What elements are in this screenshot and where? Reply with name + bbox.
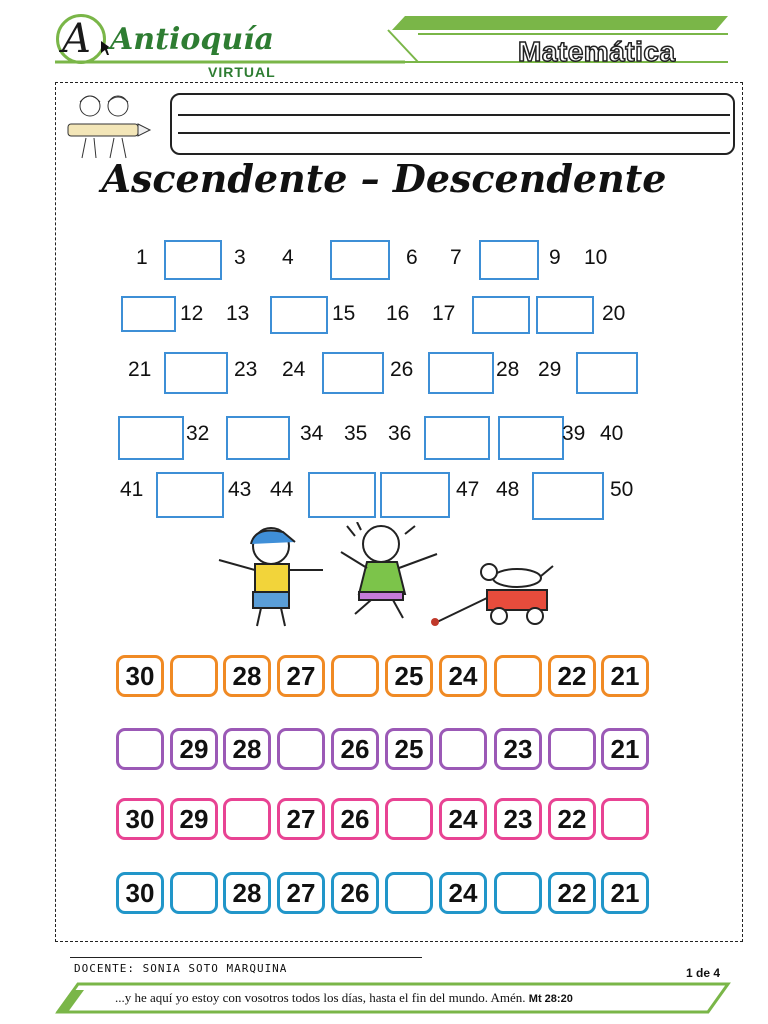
tile-number: 28 xyxy=(232,660,262,691)
tile-number: 30 xyxy=(125,660,155,691)
number-tile xyxy=(223,728,271,770)
answer-box[interactable] xyxy=(330,240,390,280)
given-number: 6 xyxy=(406,246,418,269)
given-number: 10 xyxy=(584,246,608,269)
answer-box[interactable] xyxy=(270,296,328,334)
given-number: 3 xyxy=(234,246,246,269)
tile-number: 26 xyxy=(340,733,370,764)
number-tile xyxy=(548,798,596,840)
number-tile xyxy=(548,655,596,697)
tile-number: 24 xyxy=(448,660,478,691)
answer-tile[interactable] xyxy=(385,872,433,914)
given-number: 1 xyxy=(136,246,148,269)
number-tile xyxy=(439,798,487,840)
number-tile xyxy=(548,872,596,914)
number-tile xyxy=(439,872,487,914)
given-number: 15 xyxy=(332,302,356,325)
answer-box[interactable] xyxy=(576,352,638,394)
number-tile xyxy=(331,728,379,770)
logo-letter: A xyxy=(62,16,91,62)
tile-number: 25 xyxy=(394,660,424,691)
answer-tile[interactable] xyxy=(385,798,433,840)
tile-number: 22 xyxy=(557,660,587,691)
given-number: 20 xyxy=(602,302,626,325)
number-tile xyxy=(385,655,433,697)
given-number: 50 xyxy=(610,478,634,501)
given-number: 47 xyxy=(456,478,480,501)
number-tile xyxy=(170,798,218,840)
number-tile xyxy=(116,872,164,914)
given-number: 16 xyxy=(386,302,410,325)
number-tile xyxy=(601,728,649,770)
given-number: 39 xyxy=(562,422,586,445)
tile-number: 27 xyxy=(286,877,316,908)
answer-box[interactable] xyxy=(156,472,224,518)
tile-number: 27 xyxy=(286,803,316,834)
tile-number: 29 xyxy=(179,803,209,834)
number-tile xyxy=(439,655,487,697)
number-tile xyxy=(277,872,325,914)
name-line xyxy=(178,132,730,134)
number-tile xyxy=(601,872,649,914)
quote-text: ...y he aquí yo estoy con vosotros todos los días, hasta el fin del mundo. Amén. xyxy=(115,990,526,1005)
number-tile xyxy=(277,798,325,840)
page-title: Ascendente – Descendente xyxy=(101,156,667,201)
given-number: 44 xyxy=(270,478,294,501)
teacher-name: DOCENTE: SONIA SOTO MARQUINA xyxy=(74,962,288,975)
teacher-line xyxy=(70,957,422,958)
answer-box[interactable] xyxy=(164,240,222,280)
tile-number: 25 xyxy=(394,733,424,764)
answer-box[interactable] xyxy=(226,416,290,460)
given-number: 29 xyxy=(538,358,562,381)
given-number: 40 xyxy=(600,422,624,445)
given-number: 34 xyxy=(300,422,324,445)
number-tile xyxy=(385,728,433,770)
answer-tile[interactable] xyxy=(277,728,325,770)
tile-number: 21 xyxy=(610,877,640,908)
answer-box[interactable] xyxy=(472,296,530,334)
given-number: 48 xyxy=(496,478,520,501)
answer-box[interactable] xyxy=(428,352,494,394)
quote-reference: Mt 28:20 xyxy=(528,993,573,1005)
given-number: 36 xyxy=(388,422,412,445)
answer-box[interactable] xyxy=(532,472,604,520)
answer-tile[interactable] xyxy=(601,798,649,840)
given-number: 17 xyxy=(432,302,456,325)
tile-number: 30 xyxy=(125,877,155,908)
tile-number: 22 xyxy=(557,877,587,908)
given-number: 26 xyxy=(390,358,414,381)
tile-number: 21 xyxy=(610,660,640,691)
given-number: 28 xyxy=(496,358,520,381)
page-number: 1 de 4 xyxy=(686,966,721,980)
answer-tile[interactable] xyxy=(548,728,596,770)
logo-name: Antioquía xyxy=(110,22,274,57)
number-tile xyxy=(331,798,379,840)
given-number: 4 xyxy=(282,246,294,269)
tile-number: 29 xyxy=(179,733,209,764)
number-tile xyxy=(331,872,379,914)
answer-box[interactable] xyxy=(118,416,184,460)
answer-box[interactable] xyxy=(164,352,228,394)
number-tile xyxy=(116,655,164,697)
answer-box[interactable] xyxy=(121,296,176,332)
answer-box[interactable] xyxy=(380,472,450,518)
tile-number: 22 xyxy=(557,803,587,834)
answer-tile[interactable] xyxy=(223,798,271,840)
answer-box[interactable] xyxy=(424,416,490,460)
answer-box[interactable] xyxy=(536,296,594,334)
given-number: 43 xyxy=(228,478,252,501)
number-tile xyxy=(494,798,542,840)
student-name-box[interactable] xyxy=(170,93,735,155)
tile-number: 28 xyxy=(232,877,262,908)
footer-quote xyxy=(115,990,573,1006)
answer-box[interactable] xyxy=(479,240,539,280)
logo-subtitle: VIRTUAL xyxy=(208,64,276,80)
answer-tile[interactable] xyxy=(116,728,164,770)
given-number: 21 xyxy=(128,358,152,381)
tile-number: 27 xyxy=(286,660,316,691)
answer-tile[interactable] xyxy=(170,655,218,697)
tile-number: 21 xyxy=(610,733,640,764)
number-tile xyxy=(116,798,164,840)
given-number: 13 xyxy=(226,302,250,325)
given-number: 7 xyxy=(450,246,462,269)
tile-number: 30 xyxy=(125,803,155,834)
given-number: 9 xyxy=(549,246,561,269)
tile-number: 24 xyxy=(448,877,478,908)
number-tile xyxy=(277,655,325,697)
tile-number: 23 xyxy=(503,803,533,834)
answer-tile[interactable] xyxy=(439,728,487,770)
subject-title: Matemática xyxy=(518,36,676,67)
tile-number: 26 xyxy=(340,803,370,834)
kids-pencil-illustration xyxy=(62,88,154,164)
number-tile xyxy=(494,728,542,770)
tile-number: 24 xyxy=(448,803,478,834)
name-line xyxy=(178,114,730,116)
answer-tile[interactable] xyxy=(170,872,218,914)
tile-number: 28 xyxy=(232,733,262,764)
number-tile xyxy=(601,655,649,697)
given-number: 23 xyxy=(234,358,258,381)
answer-tile[interactable] xyxy=(494,872,542,914)
answer-tile[interactable] xyxy=(331,655,379,697)
given-number: 41 xyxy=(120,478,144,501)
number-tile xyxy=(223,872,271,914)
kids-playing-illustration xyxy=(205,522,570,632)
answer-box[interactable] xyxy=(308,472,376,518)
given-number: 32 xyxy=(186,422,210,445)
given-number: 12 xyxy=(180,302,204,325)
answer-box[interactable] xyxy=(322,352,384,394)
number-tile xyxy=(170,728,218,770)
answer-box[interactable] xyxy=(498,416,564,460)
given-number: 35 xyxy=(344,422,368,445)
answer-tile[interactable] xyxy=(494,655,542,697)
number-tile xyxy=(223,655,271,697)
tile-number: 23 xyxy=(503,733,533,764)
tile-number: 26 xyxy=(340,877,370,908)
given-number: 24 xyxy=(282,358,306,381)
